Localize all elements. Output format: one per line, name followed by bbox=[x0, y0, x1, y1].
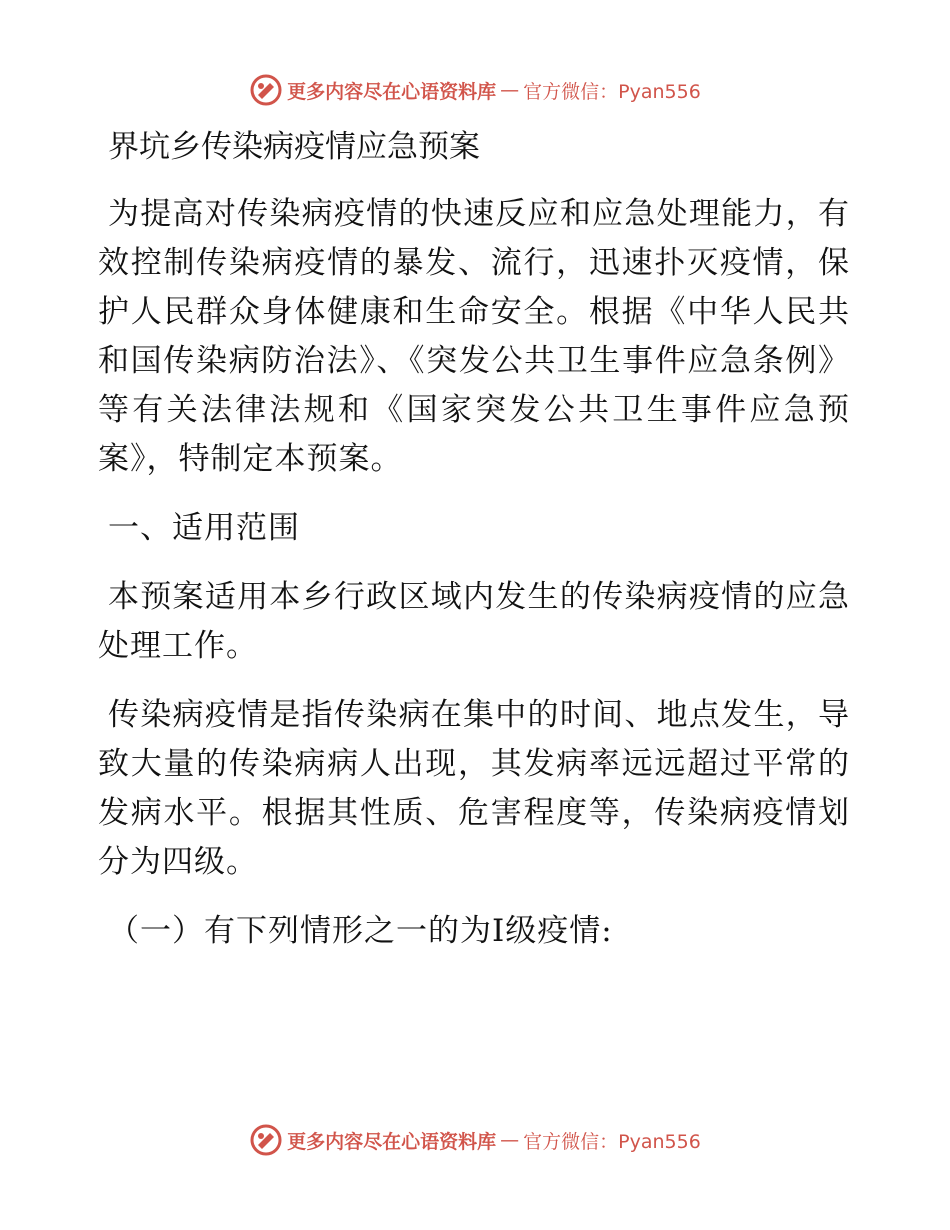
watermark-site-text: 更多内容尽在心语资料库 bbox=[287, 80, 497, 103]
document-title: 界坑乡传染病疫情应急预案 bbox=[108, 129, 480, 165]
scope-paragraph: 本预案适用本乡行政区域内发生的传染病疫情的应急处理工作。 bbox=[98, 579, 850, 664]
logo-icon bbox=[249, 73, 283, 107]
logo-icon bbox=[249, 1123, 283, 1157]
subsection-heading-level1: （一）有下列情形之一的为Ⅰ级疫情: bbox=[108, 913, 613, 949]
watermark-separator: — bbox=[500, 79, 520, 101]
watermark-wechat-text: 官方微信：Pyan556 bbox=[523, 1130, 701, 1153]
watermark-wechat-text: 官方微信：Pyan556 bbox=[523, 80, 701, 103]
intro-paragraph: 为提高对传染病疫情的快速反应和应急处理能力，有效控制传染病疫情的暴发、流行，迅速扑灭疫情，保护人民群众身体健康和生命安全。根据《中华人民共和国传染病防治法》、《突发公共卫生事件应急条例》等有关法律法规和《国家突发公共卫生事件应急预案》，特制定本预案。 bbox=[98, 196, 850, 477]
watermark-banner-top bbox=[0, 70, 950, 110]
watermark-site-text: 更多内容尽在心语资料库 bbox=[287, 1130, 497, 1153]
watermark-separator: — bbox=[500, 1129, 520, 1151]
section-heading-scope: 一、适用范围 bbox=[108, 510, 300, 546]
document-body bbox=[98, 124, 850, 976]
definition-paragraph: 传染病疫情是指传染病在集中的时间、地点发生，导致大量的传染病病人出现，其发病率远远超过平常的发病水平。根据其性质、危害程度等，传染病疫情划分为四级。 bbox=[98, 697, 850, 880]
watermark-banner-bottom bbox=[0, 1120, 950, 1160]
